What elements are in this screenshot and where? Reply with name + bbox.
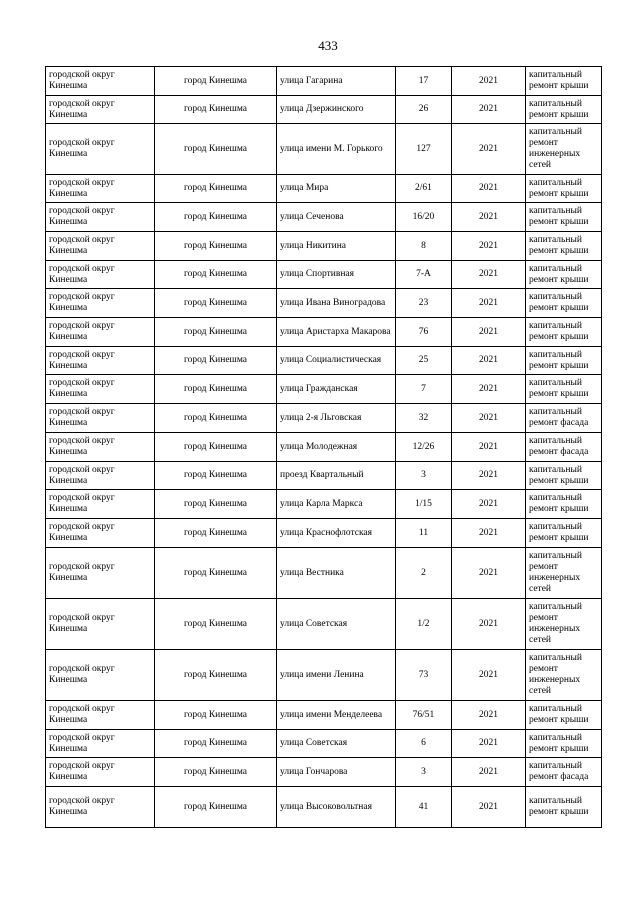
table-row — [46, 490, 602, 519]
city-cell: город Кинешма — [155, 433, 277, 462]
city-cell: город Кинешма — [155, 318, 277, 347]
work-type-cell: капитальный ремонт крыши — [526, 787, 602, 828]
house-number-cell: 127 — [396, 124, 452, 175]
year-cell: 2021 — [452, 232, 526, 261]
year-cell: 2021 — [452, 347, 526, 375]
city-cell: город Кинешма — [155, 124, 277, 175]
street-cell: улица Спортивная — [277, 261, 396, 289]
street-cell: проезд Квартальный — [277, 462, 396, 490]
work-type-cell: капитальный ремонт фасада — [526, 404, 602, 433]
street-cell: улица имени Ленина — [277, 650, 396, 701]
year-cell: 2021 — [452, 548, 526, 599]
work-type-cell: капитальный ремонт крыши — [526, 730, 602, 758]
table-row — [46, 124, 602, 175]
year-cell: 2021 — [452, 203, 526, 232]
house-number-cell: 3 — [396, 462, 452, 490]
year-cell: 2021 — [452, 490, 526, 519]
table-row — [46, 67, 602, 96]
street-cell: улица 2-я Льговская — [277, 404, 396, 433]
house-number-cell: 17 — [396, 67, 452, 96]
year-cell: 2021 — [452, 519, 526, 548]
house-number-cell: 76 — [396, 318, 452, 347]
city-cell: город Кинешма — [155, 599, 277, 650]
street-cell: улица Мира — [277, 175, 396, 203]
table-row — [46, 787, 602, 828]
work-type-cell: капитальный ремонт крыши — [526, 203, 602, 232]
municipality-cell: городской округ Кинешма — [46, 347, 155, 375]
year-cell: 2021 — [452, 787, 526, 828]
work-type-cell: капитальный ремонт инженерных сетей — [526, 124, 602, 175]
work-type-cell: капитальный ремонт крыши — [526, 232, 602, 261]
street-cell: улица Молодежная — [277, 433, 396, 462]
work-type-cell: капитальный ремонт крыши — [526, 96, 602, 124]
street-cell: улица Ивана Виноградова — [277, 289, 396, 318]
house-number-cell: 2/61 — [396, 175, 452, 203]
street-cell: улица имени М. Горького — [277, 124, 396, 175]
street-cell: улица Социалистическая — [277, 347, 396, 375]
year-cell: 2021 — [452, 175, 526, 203]
municipality-cell: городской округ Кинешма — [46, 203, 155, 232]
table-row — [46, 175, 602, 203]
table-row — [46, 203, 602, 232]
house-number-cell: 41 — [396, 787, 452, 828]
year-cell: 2021 — [452, 318, 526, 347]
house-number-cell: 2 — [396, 548, 452, 599]
city-cell: город Кинешма — [155, 404, 277, 433]
year-cell: 2021 — [452, 599, 526, 650]
work-type-cell: капитальный ремонт фасада — [526, 433, 602, 462]
municipality-cell: городской округ Кинешма — [46, 67, 155, 96]
city-cell: город Кинешма — [155, 758, 277, 787]
street-cell: улица Гончарова — [277, 758, 396, 787]
municipality-cell: городской округ Кинешма — [46, 650, 155, 701]
table-row — [46, 289, 602, 318]
house-number-cell: 6 — [396, 730, 452, 758]
table-row — [46, 758, 602, 787]
city-cell: город Кинешма — [155, 96, 277, 124]
house-number-cell: 23 — [396, 289, 452, 318]
house-number-cell: 76/51 — [396, 701, 452, 730]
work-type-cell: капитальный ремонт крыши — [526, 375, 602, 404]
municipality-cell: городской округ Кинешма — [46, 124, 155, 175]
city-cell: город Кинешма — [155, 175, 277, 203]
year-cell: 2021 — [452, 462, 526, 490]
city-cell: город Кинешма — [155, 787, 277, 828]
work-type-cell: капитальный ремонт крыши — [526, 347, 602, 375]
year-cell: 2021 — [452, 758, 526, 787]
table-row — [46, 462, 602, 490]
work-type-cell: капитальный ремонт инженерных сетей — [526, 599, 602, 650]
table-row — [46, 701, 602, 730]
work-type-cell: капитальный ремонт крыши — [526, 701, 602, 730]
city-cell: город Кинешма — [155, 650, 277, 701]
year-cell: 2021 — [452, 404, 526, 433]
repair-program-table — [45, 66, 602, 828]
municipality-cell: городской округ Кинешма — [46, 375, 155, 404]
work-type-cell: капитальный ремонт фасада — [526, 758, 602, 787]
municipality-cell: городской округ Кинешма — [46, 289, 155, 318]
table-body — [46, 67, 602, 828]
house-number-cell: 1/15 — [396, 490, 452, 519]
municipality-cell: городской округ Кинешма — [46, 519, 155, 548]
street-cell: улица Гражданская — [277, 375, 396, 404]
table-row — [46, 599, 602, 650]
house-number-cell: 26 — [396, 96, 452, 124]
year-cell: 2021 — [452, 289, 526, 318]
municipality-cell: городской округ Кинешма — [46, 490, 155, 519]
table-row — [46, 730, 602, 758]
work-type-cell: капитальный ремонт крыши — [526, 519, 602, 548]
house-number-cell: 8 — [396, 232, 452, 261]
city-cell: город Кинешма — [155, 490, 277, 519]
year-cell: 2021 — [452, 96, 526, 124]
street-cell: улица Дзержинского — [277, 96, 396, 124]
municipality-cell: городской округ Кинешма — [46, 433, 155, 462]
city-cell: город Кинешма — [155, 701, 277, 730]
table-row — [46, 375, 602, 404]
municipality-cell: городской округ Кинешма — [46, 175, 155, 203]
table-row — [46, 650, 602, 701]
municipality-cell: городской округ Кинешма — [46, 232, 155, 261]
year-cell: 2021 — [452, 124, 526, 175]
city-cell: город Кинешма — [155, 232, 277, 261]
city-cell: город Кинешма — [155, 519, 277, 548]
table-row — [46, 519, 602, 548]
table-row — [46, 232, 602, 261]
city-cell: город Кинешма — [155, 261, 277, 289]
municipality-cell: городской округ Кинешма — [46, 787, 155, 828]
house-number-cell: 3 — [396, 758, 452, 787]
street-cell: улица Никитина — [277, 232, 396, 261]
year-cell: 2021 — [452, 730, 526, 758]
city-cell: город Кинешма — [155, 203, 277, 232]
year-cell: 2021 — [452, 67, 526, 96]
city-cell: город Кинешма — [155, 375, 277, 404]
house-number-cell: 7-А — [396, 261, 452, 289]
city-cell: город Кинешма — [155, 347, 277, 375]
page-number: 433 — [318, 38, 338, 53]
year-cell: 2021 — [452, 375, 526, 404]
street-cell: улица Советская — [277, 599, 396, 650]
house-number-cell: 25 — [396, 347, 452, 375]
table-row — [46, 261, 602, 289]
table-row — [46, 404, 602, 433]
street-cell: улица Гагарина — [277, 67, 396, 96]
city-cell: город Кинешма — [155, 462, 277, 490]
street-cell: улица Вестника — [277, 548, 396, 599]
year-cell: 2021 — [452, 701, 526, 730]
street-cell: улица имени Менделеева — [277, 701, 396, 730]
year-cell: 2021 — [452, 433, 526, 462]
municipality-cell: городской округ Кинешма — [46, 261, 155, 289]
municipality-cell: городской округ Кинешма — [46, 758, 155, 787]
work-type-cell: капитальный ремонт крыши — [526, 462, 602, 490]
municipality-cell: городской округ Кинешма — [46, 701, 155, 730]
street-cell: улица Сеченова — [277, 203, 396, 232]
work-type-cell: капитальный ремонт крыши — [526, 261, 602, 289]
street-cell: улица Аристарха Макарова — [277, 318, 396, 347]
work-type-cell: капитальный ремонт крыши — [526, 67, 602, 96]
municipality-cell: городской округ Кинешма — [46, 404, 155, 433]
municipality-cell: городской округ Кинешма — [46, 599, 155, 650]
house-number-cell: 7 — [396, 375, 452, 404]
work-type-cell: капитальный ремонт крыши — [526, 289, 602, 318]
house-number-cell: 12/26 — [396, 433, 452, 462]
house-number-cell: 32 — [396, 404, 452, 433]
work-type-cell: капитальный ремонт крыши — [526, 175, 602, 203]
municipality-cell: городской округ Кинешма — [46, 548, 155, 599]
street-cell: улица Краснофлотская — [277, 519, 396, 548]
city-cell: город Кинешма — [155, 289, 277, 318]
street-cell: улица Высоковольтная — [277, 787, 396, 828]
table-row — [46, 433, 602, 462]
street-cell: улица Советская — [277, 730, 396, 758]
house-number-cell: 73 — [396, 650, 452, 701]
table-row — [46, 347, 602, 375]
municipality-cell: городской округ Кинешма — [46, 730, 155, 758]
work-type-cell: капитальный ремонт крыши — [526, 490, 602, 519]
city-cell: город Кинешма — [155, 730, 277, 758]
street-cell: улица Карла Маркса — [277, 490, 396, 519]
house-number-cell: 11 — [396, 519, 452, 548]
work-type-cell: капитальный ремонт крыши — [526, 318, 602, 347]
city-cell: город Кинешма — [155, 548, 277, 599]
house-number-cell: 16/20 — [396, 203, 452, 232]
municipality-cell: городской округ Кинешма — [46, 318, 155, 347]
house-number-cell: 1/2 — [396, 599, 452, 650]
city-cell: город Кинешма — [155, 67, 277, 96]
table-row — [46, 318, 602, 347]
table-row — [46, 548, 602, 599]
work-type-cell: капитальный ремонт инженерных сетей — [526, 650, 602, 701]
work-type-cell: капитальный ремонт инженерных сетей — [526, 548, 602, 599]
year-cell: 2021 — [452, 650, 526, 701]
table-row — [46, 96, 602, 124]
year-cell: 2021 — [452, 261, 526, 289]
municipality-cell: городской округ Кинешма — [46, 462, 155, 490]
municipality-cell: городской округ Кинешма — [46, 96, 155, 124]
